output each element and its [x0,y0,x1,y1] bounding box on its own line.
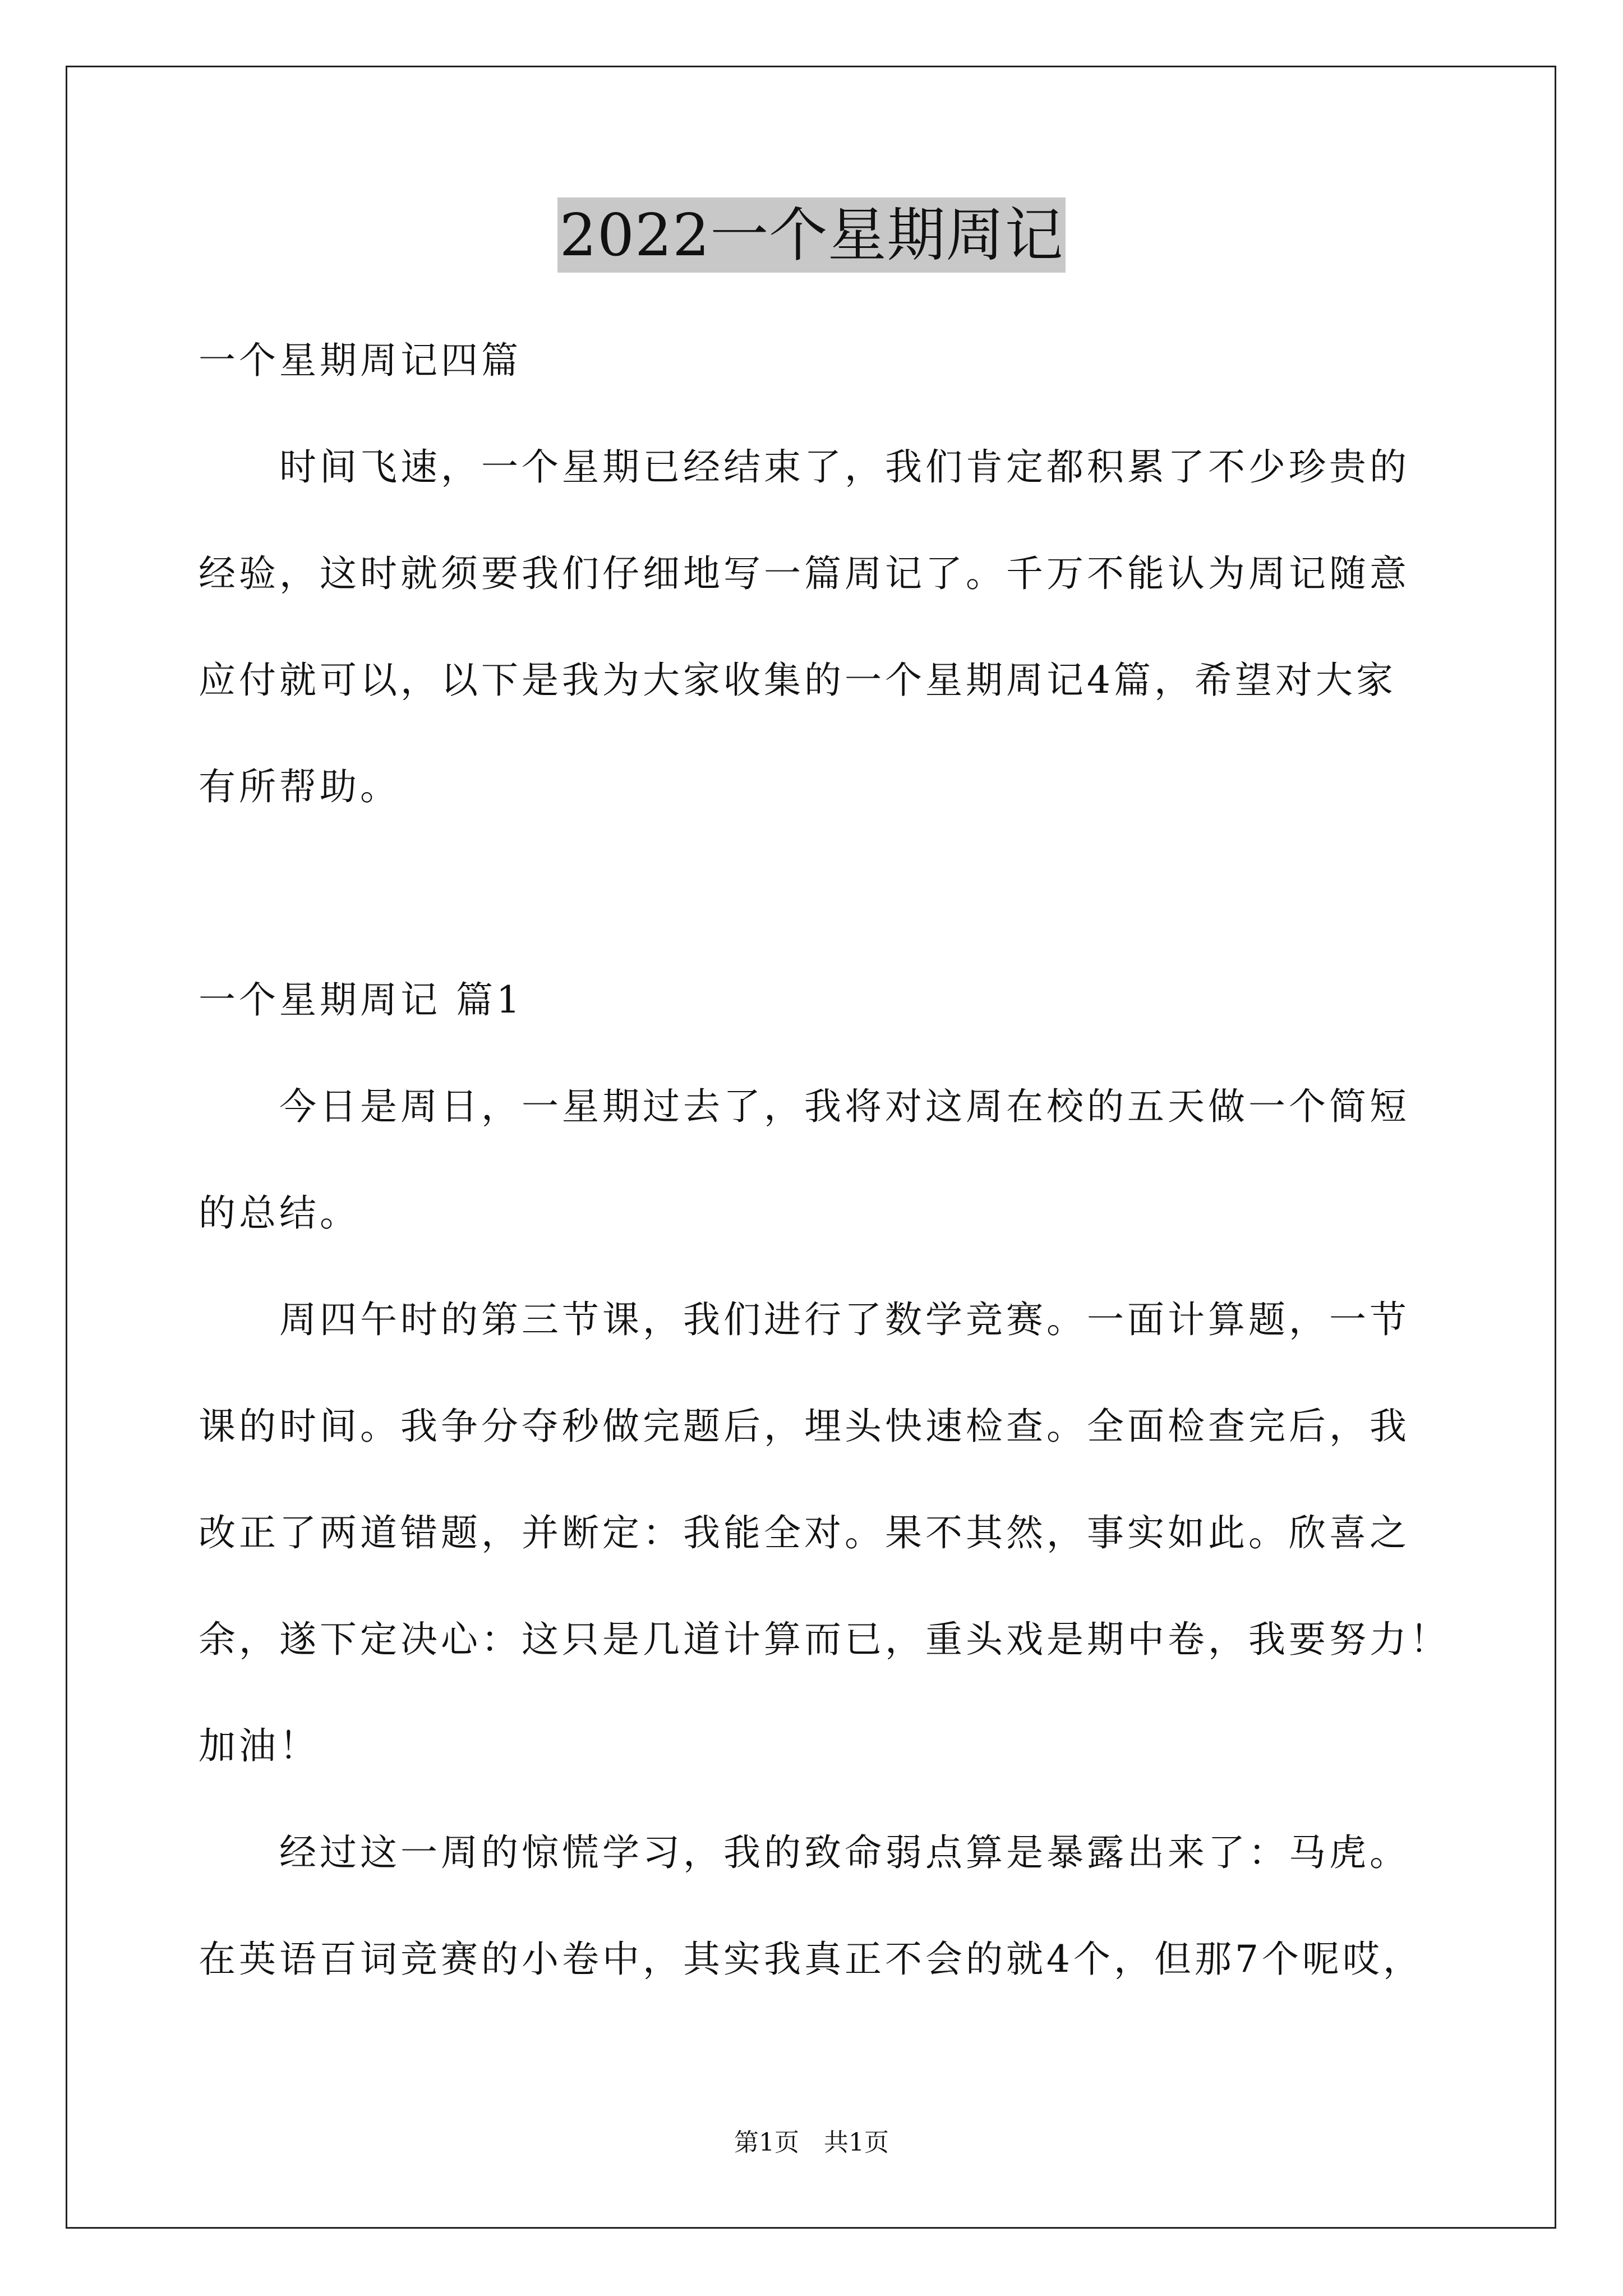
paragraph-line: 有所帮助。 [199,765,400,808]
paragraph-line: 经过这一周的惊慌学习，我的致命弱点算是暴露出来了：马虎。 [199,1831,1410,1874]
paragraph-line: 改正了两道错题，并断定：我能全对。果不其然，事实如此。欣喜之 [199,1511,1410,1554]
paragraph-line: 周四午时的第三节课，我们进行了数学竞赛。一面计算题，一节 [199,1298,1410,1341]
paragraph-line: 课的时间。我争分夺秒做完题后，埋头快速检查。全面检查完后，我 [199,1405,1410,1448]
paragraph-line: 在英语百词竞赛的小卷中，其实我真正不会的就4个，但那7个呢哎， [199,1938,1423,1981]
document-title: 2022一个星期周记 [557,197,1066,273]
paragraph-line: 应付就可以，以下是我为大家收集的一个星期周记4篇，希望对大家 [199,659,1396,702]
section-heading: 一个星期周记四篇 [199,339,522,382]
paragraph-line: 经验，这时就须要我们仔细地写一篇周记了。千万不能认为周记随意 [199,552,1410,595]
blank-line [199,840,1441,947]
section-heading: 一个星期周记 篇1 [199,978,523,1022]
title-container [0,197,1623,273]
paragraph-line: 余，遂下定决心：这只是几道计算而已，重头戏是期中卷，我要努力！ [199,1618,1450,1661]
paragraph-line: 的总结。 [199,1191,360,1235]
page-footer: 第1页 共1页 [734,2128,889,2157]
paragraph-line: 时间飞速，一个星期已经结束了，我们肯定都积累了不少珍贵的 [199,445,1410,489]
paragraph-line: 今日是周日，一星期过去了，我将对这周在校的五天做一个简短 [199,1085,1410,1128]
paragraph-line: 加油！ [199,1724,320,1768]
document-body [199,307,1450,2013]
